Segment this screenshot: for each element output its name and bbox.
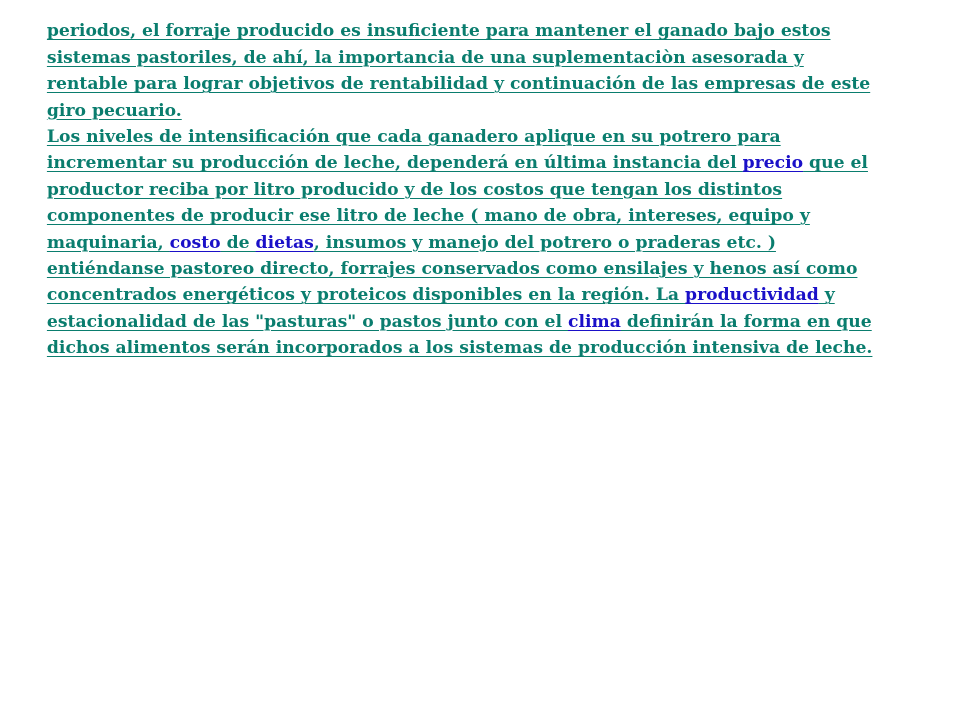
text-segment[interactable]: maquinaria, <box>46 232 170 253</box>
link-clima[interactable]: clima <box>568 311 621 332</box>
text-segment[interactable]: Los niveles de intensificación que cada ganadero aplique en su potrero para <box>46 126 781 147</box>
text-line <box>11 0 951 42</box>
text-segment[interactable]: componentes de producir ese litro de leche ( mano de obra, intereses, equipo y <box>46 206 810 227</box>
text-segment[interactable]: giro pecuario. <box>46 100 182 121</box>
article-text <box>11 0 951 359</box>
link-productividad[interactable]: productividad <box>685 285 819 306</box>
text-segment[interactable]: sistemas pastoriles, de ahí, la importancia de una suplementaciòn asesorada y <box>46 47 804 68</box>
text-segment[interactable]: definirán la forma en que <box>620 311 872 332</box>
text-segment[interactable]: dichos alimentos serán incorporados a los sistemas de producción intensiva de leche. <box>46 338 873 359</box>
text-segment[interactable]: concentrados energéticos y proteicos disponibles en la región. La <box>46 285 686 306</box>
text-segment[interactable]: incrementar su producción de leche, dependerá en última instancia del <box>46 153 743 174</box>
text-segment[interactable]: , insumos y manejo del potrero o praderas etc. ) <box>313 232 776 253</box>
text-segment[interactable]: rentable para lograr objetivos de rentabilidad y continuación de las empresas de este <box>46 74 871 95</box>
text-segment[interactable]: de <box>220 232 256 253</box>
link-costo[interactable]: costo <box>169 232 221 253</box>
link-precio[interactable]: precio <box>742 153 804 174</box>
text-segment[interactable]: entiéndanse pastoreo directo, forrajes conservados como ensilajes y henos así como <box>46 258 858 279</box>
link-dietas[interactable]: dietas <box>255 232 314 253</box>
text-segment[interactable]: productor reciba por litro producido y de los costos que tengan los distintos <box>46 179 783 200</box>
text-segment[interactable]: periodos, el forraje producido es insuficiente para mantener el ganado bajo estos <box>46 21 831 42</box>
text-segment[interactable]: que el <box>803 153 868 174</box>
text-segment[interactable]: y <box>818 285 835 306</box>
text-segment[interactable]: estacionalidad de las "pasturas" o pastos junto con el <box>46 311 568 332</box>
